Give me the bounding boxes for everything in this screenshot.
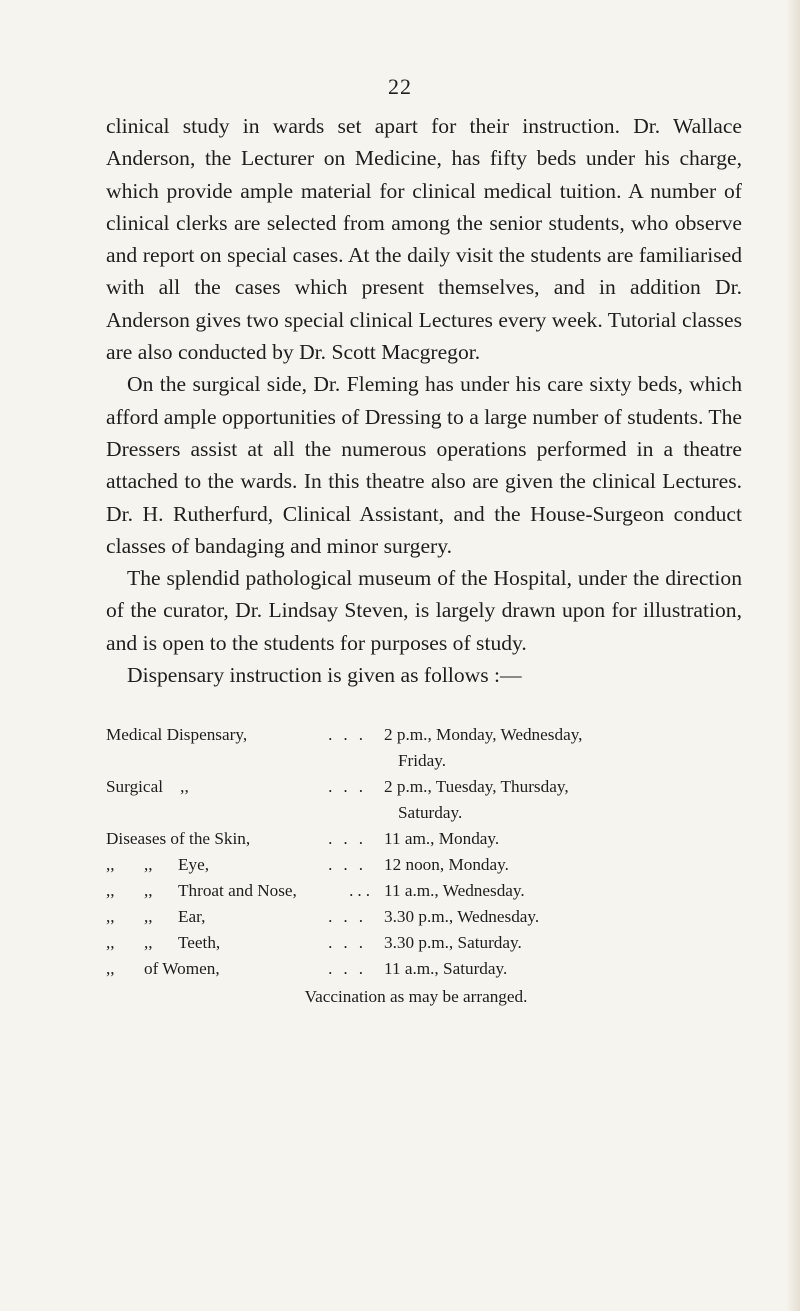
paragraph-pathological-museum: The splendid pathological museum of the Hospital, under the direction of the curator, Dr. Lindsay Steven, is largely drawn upon for illustration, and is open to the students for purposes of study. xyxy=(106,566,742,655)
schedule-time xyxy=(378,774,766,826)
schedule-time-continuation: Friday. xyxy=(398,751,447,770)
schedule-label-text: Eye, xyxy=(178,855,210,874)
schedule-time xyxy=(378,878,766,904)
page-edge-shadow xyxy=(786,0,800,1311)
ditto-mark: ,, xyxy=(106,907,115,926)
schedule-label xyxy=(106,878,378,904)
schedule-time-text: 11 am., Monday. xyxy=(384,829,500,848)
schedule-time xyxy=(378,904,766,930)
ditto-mark: ,, xyxy=(106,933,115,952)
ditto-mark: ,, xyxy=(106,959,115,978)
schedule-label-text: Diseases of the Skin, xyxy=(106,829,251,848)
ditto-mark: ,, xyxy=(144,855,153,874)
schedule-label-text: Throat and Nose, xyxy=(178,881,297,900)
ditto-mark: ,, xyxy=(106,855,115,874)
schedule-label xyxy=(106,826,378,852)
leader-dots: ... xyxy=(328,933,374,952)
leader-dots: ... xyxy=(328,829,374,848)
schedule-label-text: of Women, xyxy=(144,959,220,978)
ditto-mark: ,, xyxy=(106,881,115,900)
schedule-time-text: 11 a.m., Saturday. xyxy=(384,959,508,978)
schedule-row xyxy=(106,904,766,930)
schedule-row xyxy=(106,956,766,982)
paragraph-dispensary-intro: Dispensary instruction is given as follows :— xyxy=(127,663,522,688)
schedule-time-text: 3.30 p.m., Wednesday. xyxy=(384,907,540,926)
leader-dots: ... xyxy=(328,959,374,978)
schedule-label xyxy=(106,904,378,930)
leader-dots: ... xyxy=(328,777,374,796)
schedule-label xyxy=(106,774,378,800)
schedule-row xyxy=(106,930,766,956)
schedule-time xyxy=(378,826,766,852)
vaccination-note: Vaccination as may be arranged. xyxy=(304,987,528,1006)
schedule-label xyxy=(106,930,378,956)
schedule-label-text: Teeth, xyxy=(178,933,221,952)
schedule-time xyxy=(378,852,766,878)
leader-dots: ... xyxy=(328,855,374,874)
ditto-mark: ,, xyxy=(144,881,153,900)
schedule-time-continuation: Saturday. xyxy=(398,803,463,822)
schedule-time xyxy=(378,930,766,956)
schedule-time xyxy=(378,956,766,982)
schedule-row xyxy=(106,826,766,852)
schedule-time-text: 11 a.m., Wednesday. xyxy=(384,881,525,900)
paragraph-surgical-side: On the surgical side, Dr. Fleming has under his care sixty beds, which afford ample opportunities of Dressing to a large number of students. The Dressers assist at all the numerous operations performed in a theatre attached to the wards. In this theatre also are given the clinical Lectures. Dr. H. Rutherfurd, Clinical Assistant, and the House-Surgeon conduct classes of bandaging and minor surgery. xyxy=(106,372,742,558)
schedule-label-text: Surgical ,, xyxy=(106,777,189,796)
schedule-time-text: 2 p.m., Monday, Wednesday, xyxy=(384,725,583,744)
page-number: 22 xyxy=(388,74,412,99)
schedule-time-text: 2 p.m., Tuesday, Thursday, xyxy=(384,777,569,796)
schedule-row xyxy=(106,852,766,878)
leader-dots: ... xyxy=(328,725,374,744)
body-text xyxy=(106,110,742,691)
paragraph-clinical-study: clinical study in wards set apart for their instruction. Dr. Wallace Anderson, the Lecturer on Medicine, has fifty beds under his charge, which provide ample material for clinical medical tuition. A number of clinical clerks are selected from among the senior students, who observe and report on special cases. At the daily visit the students are familiarised with all the cases which present themselves, and in addition Dr. Anderson gives two special clinical Lectures every week. Tutorial classes are also conducted by Dr. Scott Macgregor. xyxy=(106,114,742,365)
leader-dots: ... xyxy=(328,907,374,926)
schedule-row xyxy=(106,774,766,826)
ditto-mark: ,, xyxy=(144,933,153,952)
schedule-label-text: Medical Dispensary, xyxy=(106,725,248,744)
schedule-label xyxy=(106,852,378,878)
schedule-time xyxy=(378,722,766,774)
schedule-time-text: 3.30 p.m., Saturday. xyxy=(384,933,522,952)
ditto-mark: ,, xyxy=(144,907,153,926)
schedule-label xyxy=(106,956,378,982)
dispensary-schedule xyxy=(106,722,766,1010)
schedule-row xyxy=(106,878,766,904)
schedule-time-text: 12 noon, Monday. xyxy=(384,855,509,874)
schedule-label-text: Ear, xyxy=(178,907,206,926)
schedule-label xyxy=(106,722,378,748)
schedule-row xyxy=(106,722,766,774)
leader-dots: ... xyxy=(349,881,374,900)
